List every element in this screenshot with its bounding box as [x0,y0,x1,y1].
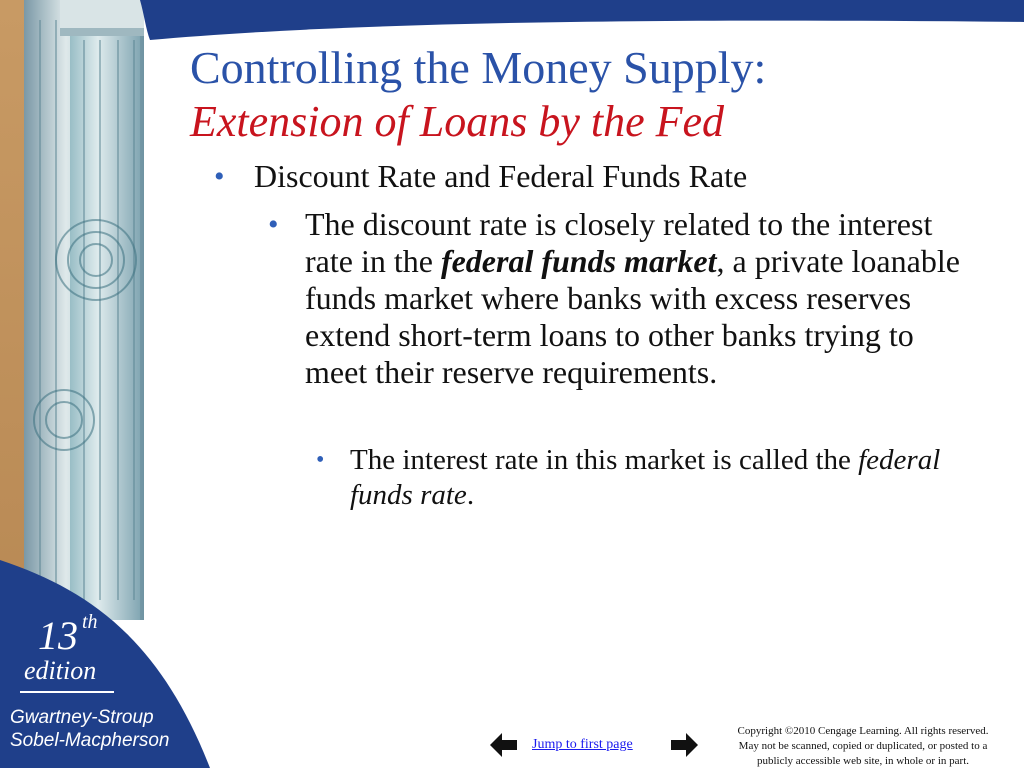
author-line-1: Gwartney-Stroup [10,707,154,728]
edition-label: edition [24,656,97,685]
top-band [150,0,1024,40]
bullet-text-emphasis: federal funds rate [350,444,941,511]
copyright-line-2: May not be scanned, copied or duplicated, or posted to a [738,740,988,752]
bullet-text-post: . [466,479,475,511]
author-names [10,706,169,752]
bullet-icon: • [268,208,279,241]
copyright-line-1: Copyright ©2010 Cengage Learning. All rights reserved. [737,725,989,737]
author-line-2: Sobel-Macpherson [10,730,170,751]
slide-title: Controlling the Money Supply: [190,42,767,93]
jump-to-first-page-link[interactable]: Jump to first page [532,737,633,752]
edition-suffix: th [82,611,98,633]
edition-divider [20,691,114,693]
copyright-notice [706,724,1020,768]
arrow-right-icon[interactable] [670,732,698,758]
bullet-icon: • [316,447,325,473]
bullet-text-emphasis: federal funds market [440,243,717,279]
band-curve [150,0,1024,40]
slide-navigation [490,730,700,762]
bullet-text [350,443,976,513]
bullet-text-pre: The discount rate is closely related to the interest rate in the [305,206,933,279]
bullet-icon: • [214,160,225,193]
bullet-text-post: , a private loanable funds market where banks with excess reserves extend short-term loans to other banks trying to meet their reserve requirements. [305,243,960,390]
edition-number: 13 [38,613,78,658]
slide-subtitle: Extension of Loans by the Fed [190,97,725,146]
bullet-text-pre: The interest rate in this market is called the [350,444,859,476]
copyright-line-3: publicly accessible web site, in whole or in part. [757,755,969,767]
bullet-text: Discount Rate and Federal Funds Rate [254,158,748,194]
arrow-left-icon[interactable] [490,732,518,758]
bullet-text [305,206,977,391]
